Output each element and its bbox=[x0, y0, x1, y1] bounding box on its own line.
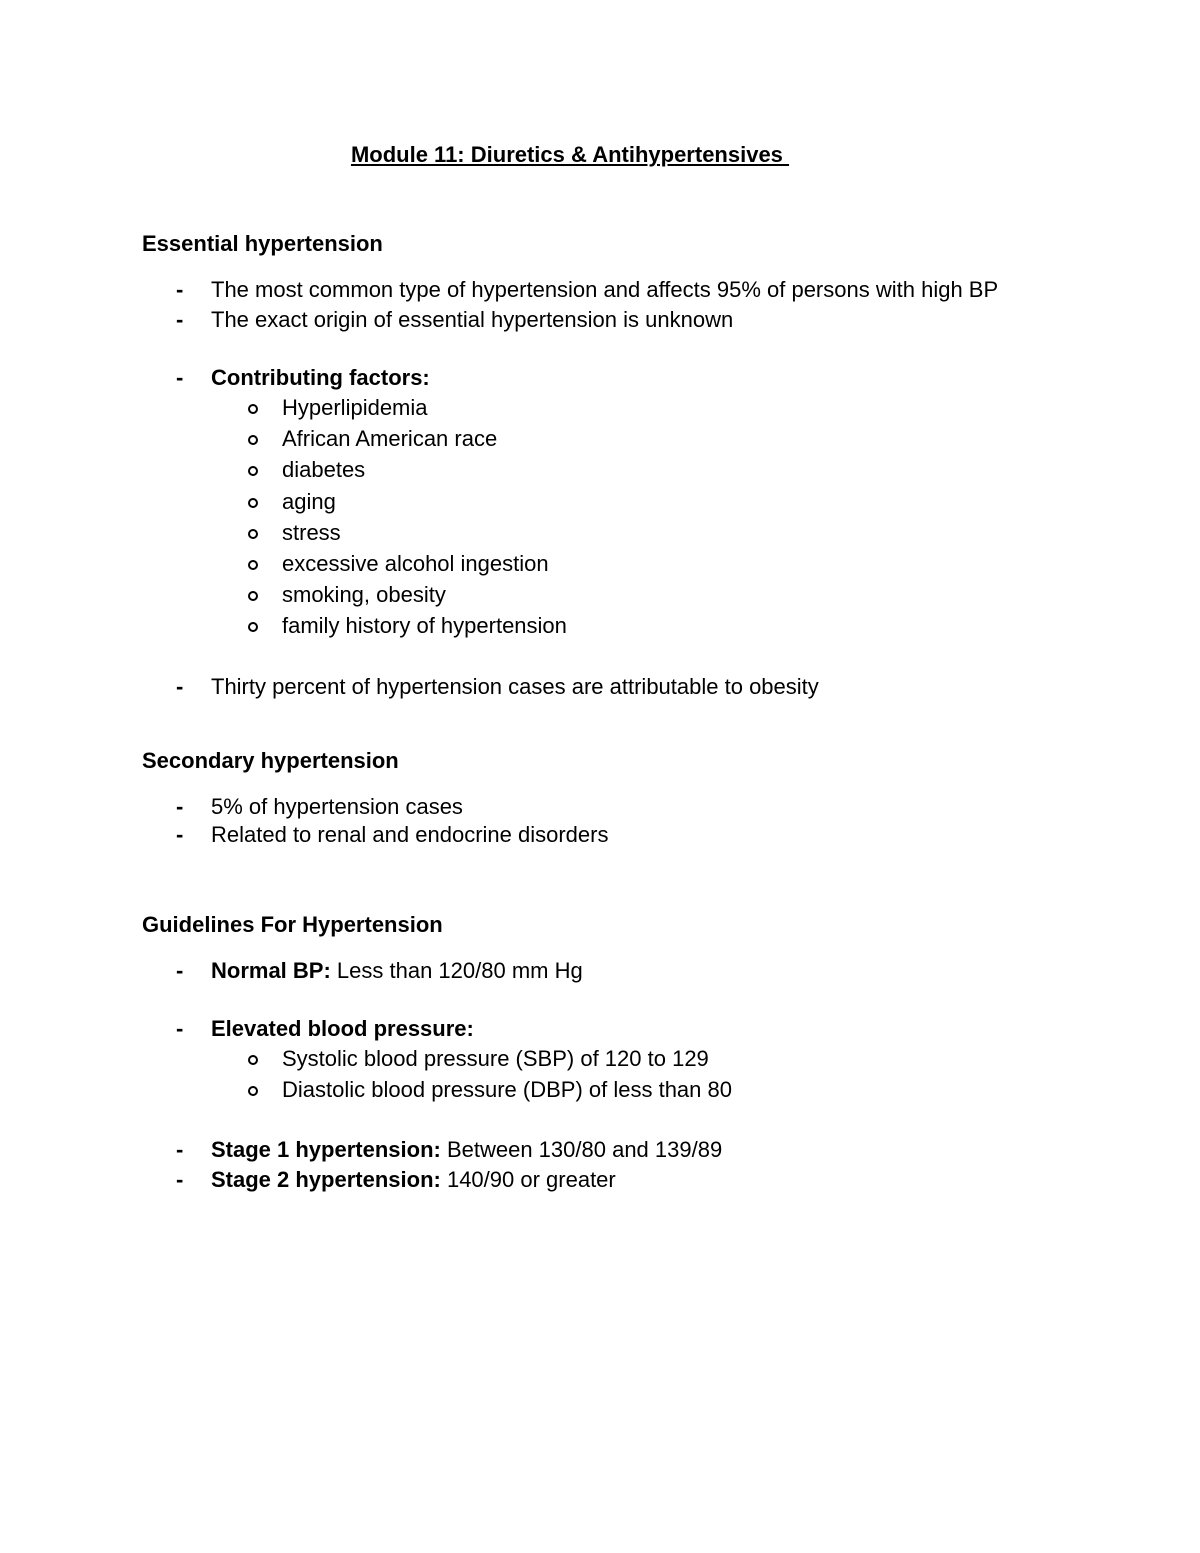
circle-bullet-icon bbox=[248, 396, 282, 422]
elevated-criteria-item bbox=[248, 1046, 709, 1073]
factor-item bbox=[248, 395, 428, 422]
factor-text: Hyperlipidemia bbox=[282, 395, 428, 420]
criteria-text: Diastolic blood pressure (DBP) of less than 80 bbox=[282, 1077, 732, 1102]
factor-text: aging bbox=[282, 489, 336, 514]
dash-bullet: - bbox=[176, 1167, 184, 1192]
dash-bullet: - bbox=[176, 674, 184, 699]
list-item-text: The exact origin of essential hypertension is unknown bbox=[211, 307, 734, 332]
factor-text: stress bbox=[282, 520, 341, 545]
dash-bullet: - bbox=[176, 794, 184, 819]
circle-bullet-icon bbox=[248, 614, 282, 640]
criteria-text: Systolic blood pressure (SBP) of 120 to 129 bbox=[282, 1046, 709, 1071]
stage1-item bbox=[176, 1137, 722, 1163]
circle-bullet-icon bbox=[248, 583, 282, 609]
guidelines-heading: Guidelines For Hypertension bbox=[142, 912, 443, 937]
normal-bp-item bbox=[176, 958, 583, 984]
list-item-text: Related to renal and endocrine disorders bbox=[211, 822, 609, 847]
circle-bullet-icon bbox=[248, 1078, 282, 1104]
list-item bbox=[176, 794, 463, 820]
dash-bullet: - bbox=[176, 1137, 184, 1162]
circle-bullet-icon bbox=[248, 490, 282, 516]
circle-bullet-icon bbox=[248, 1047, 282, 1073]
circle-bullet-icon bbox=[248, 458, 282, 484]
dash-bullet: - bbox=[176, 307, 184, 332]
stage1-value: Between 130/80 and 139/89 bbox=[440, 1137, 723, 1162]
factor-text: smoking, obesity bbox=[282, 582, 446, 607]
stage1-label: Stage 1 hypertension: bbox=[211, 1137, 441, 1162]
secondary-heading: Secondary hypertension bbox=[142, 748, 399, 773]
stage2-value: 140/90 or greater bbox=[440, 1167, 616, 1192]
circle-bullet-icon bbox=[248, 427, 282, 453]
stage2-item bbox=[176, 1167, 616, 1193]
factor-text: excessive alcohol ingestion bbox=[282, 551, 549, 576]
dash-bullet: - bbox=[176, 277, 184, 302]
list-item bbox=[176, 674, 819, 700]
contributing-factors-label: Contributing factors: bbox=[211, 365, 430, 390]
factor-item bbox=[248, 551, 549, 578]
factor-text: African American race bbox=[282, 426, 498, 451]
circle-bullet-icon bbox=[248, 521, 282, 547]
elevated-bp-item bbox=[176, 1016, 474, 1042]
normal-bp-label: Normal BP: bbox=[211, 958, 331, 983]
list-item bbox=[176, 307, 733, 333]
dash-bullet: - bbox=[176, 958, 184, 983]
elevated-bp-label: Elevated blood pressure: bbox=[211, 1016, 474, 1041]
elevated-criteria-item bbox=[248, 1077, 732, 1104]
stage2-label: Stage 2 hypertension: bbox=[211, 1167, 441, 1192]
circle-bullet-icon bbox=[248, 552, 282, 578]
factor-text: diabetes bbox=[282, 457, 366, 482]
factor-item bbox=[248, 426, 497, 453]
list-item-text: Thirty percent of hypertension cases are attributable to obesity bbox=[211, 674, 819, 699]
page-title: Module 11: Diuretics & Antihypertensives bbox=[350, 142, 790, 167]
contributing-factors-item bbox=[176, 365, 430, 391]
list-item-text: 5% of hypertension cases bbox=[211, 794, 463, 819]
list-item bbox=[176, 822, 608, 848]
dash-bullet: - bbox=[176, 365, 184, 390]
normal-bp-value: Less than 120/80 mm Hg bbox=[330, 958, 583, 983]
list-item-text: The most common type of hypertension and affects 95% of persons with high BP bbox=[211, 277, 999, 302]
factor-item bbox=[248, 613, 567, 640]
dash-bullet: - bbox=[176, 1016, 184, 1041]
factor-item bbox=[248, 520, 341, 547]
factor-text: family history of hypertension bbox=[282, 613, 567, 638]
factor-item bbox=[248, 457, 365, 484]
factor-item bbox=[248, 582, 446, 609]
list-item bbox=[176, 277, 998, 303]
dash-bullet: - bbox=[176, 822, 184, 847]
factor-item bbox=[248, 489, 336, 516]
essential-heading: Essential hypertension bbox=[142, 231, 383, 256]
